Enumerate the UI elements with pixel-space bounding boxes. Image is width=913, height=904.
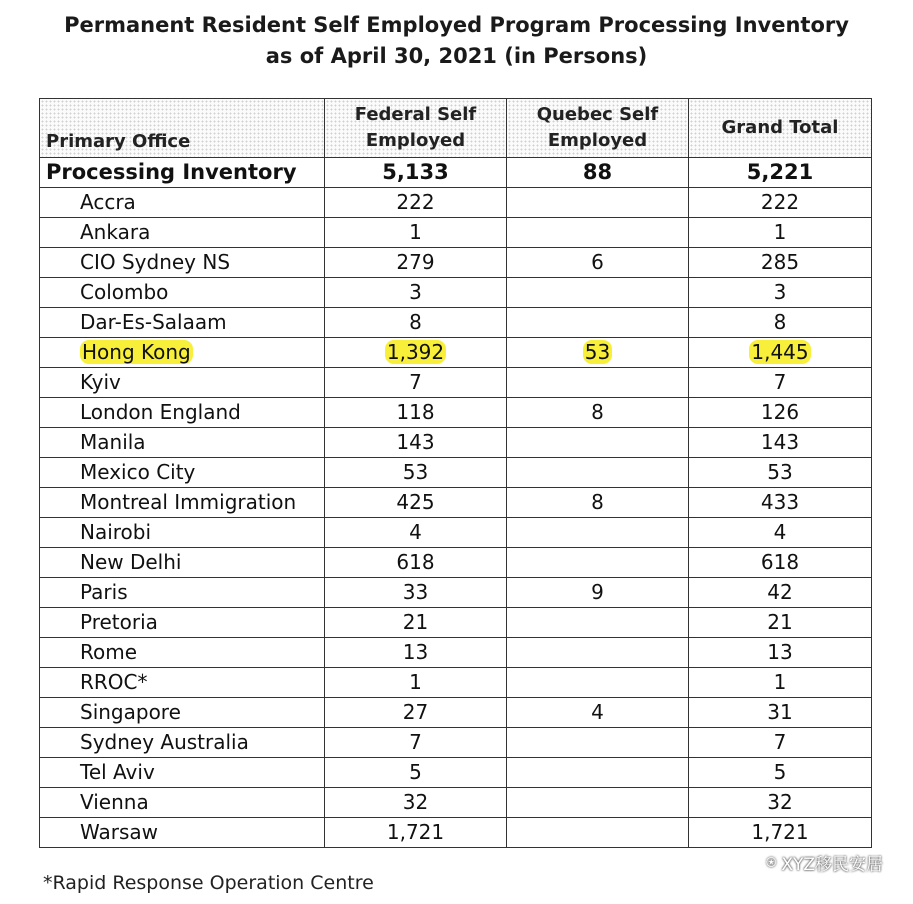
highlight-mark: Hong Kong [82,340,191,364]
federal-cell: 118 [325,398,507,428]
federal-cell: 5 [325,758,507,788]
federal-cell: 21 [325,608,507,638]
office-cell: New Delhi [40,548,325,578]
office-cell: Accra [40,188,325,218]
table-row [40,428,872,458]
federal-cell: 7 [325,368,507,398]
federal-cell [325,338,507,368]
header-primary-office: Primary Office [40,99,325,158]
grand-total-cell: 126 [689,398,872,428]
office-cell: Vienna [40,788,325,818]
quebec-cell: 6 [507,248,689,278]
office-cell: Rome [40,638,325,668]
federal-cell: 1 [325,668,507,698]
title-line-1: Permanent Resident Self Employed Program Processing Inventory [64,13,849,37]
office-cell [40,338,325,368]
federal-cell: 32 [325,788,507,818]
quebec-cell: 8 [507,488,689,518]
quebec-cell [507,338,689,368]
office-cell: Paris [40,578,325,608]
grand-total-cell: 42 [689,578,872,608]
federal-cell: 27 [325,698,507,728]
grand-total-cell: 8 [689,308,872,338]
federal-cell: 1,721 [325,818,507,848]
federal-cell: 33 [325,578,507,608]
title-line-2: as of April 30, 2021 (in Persons) [265,44,648,68]
office-cell: Pretoria [40,608,325,638]
grand-total-cell: 7 [689,728,872,758]
table-row [40,758,872,788]
table-row [40,458,872,488]
grand-total-cell: 21 [689,608,872,638]
federal-cell: 13 [325,638,507,668]
quebec-cell: 4 [507,698,689,728]
office-cell: Colombo [40,278,325,308]
grand-total-cell: 5 [689,758,872,788]
quebec-cell [507,368,689,398]
federal-cell: 4 [325,518,507,548]
header-row [40,99,872,158]
wechat-icon: ⍟ [766,852,777,873]
quebec-cell [507,638,689,668]
office-cell: Warsaw [40,818,325,848]
table-row [40,368,872,398]
quebec-cell [507,818,689,848]
table-row [40,398,872,428]
highlight-mark: 53 [584,340,611,364]
office-cell: CIO Sydney NS [40,248,325,278]
inventory-quebec: 88 [507,158,689,188]
table-row [40,218,872,248]
table-row [40,578,872,608]
quebec-cell [507,278,689,308]
office-cell: Ankara [40,218,325,248]
table-row [40,818,872,848]
grand-total-cell: 285 [689,248,872,278]
federal-cell: 53 [325,458,507,488]
table-row [40,518,872,548]
table-row [40,788,872,818]
grand-total-cell: 7 [689,368,872,398]
table-row [40,188,872,218]
grand-total-cell: 53 [689,458,872,488]
page-title [0,10,913,72]
office-cell: RROC* [40,668,325,698]
table-row [40,548,872,578]
grand-total-cell: 222 [689,188,872,218]
quebec-cell [507,608,689,638]
office-cell: London England [40,398,325,428]
federal-cell: 425 [325,488,507,518]
quebec-cell [507,728,689,758]
office-cell: Manila [40,428,325,458]
grand-total-cell: 618 [689,548,872,578]
quebec-cell [507,758,689,788]
federal-cell: 3 [325,278,507,308]
table-row [40,308,872,338]
grand-total-cell: 13 [689,638,872,668]
header-quebec: Quebec Self Employed [507,99,689,158]
grand-total-cell: 143 [689,428,872,458]
federal-cell: 279 [325,248,507,278]
office-cell: Dar-Es-Salaam [40,308,325,338]
office-cell: Sydney Australia [40,728,325,758]
quebec-cell [507,308,689,338]
quebec-cell [507,548,689,578]
quebec-cell [507,788,689,818]
table-row [40,728,872,758]
watermark-text: XYZ移民安居 [781,855,883,875]
quebec-cell: 9 [507,578,689,608]
highlight-mark: 1,445 [751,340,809,364]
office-cell: Kyiv [40,368,325,398]
grand-total-cell: 1,721 [689,818,872,848]
grand-total-cell: 1 [689,218,872,248]
federal-cell: 222 [325,188,507,218]
grand-total-cell: 3 [689,278,872,308]
office-cell: Nairobi [40,518,325,548]
federal-cell: 8 [325,308,507,338]
grand-total-cell: 31 [689,698,872,728]
highlight-mark: 1,392 [386,340,445,364]
grand-total-cell: 1 [689,668,872,698]
header-federal: Federal Self Employed [325,99,507,158]
watermark [766,850,883,875]
office-cell: Mexico City [40,458,325,488]
federal-cell: 143 [325,428,507,458]
inventory-label: Processing Inventory [40,158,325,188]
table-row [40,668,872,698]
grand-total-cell: 433 [689,488,872,518]
table-row [40,638,872,668]
office-cell: Tel Aviv [40,758,325,788]
table-row [40,278,872,308]
inventory-grand-total: 5,221 [689,158,872,188]
office-cell: Montreal Immigration [40,488,325,518]
inventory-table [39,98,872,848]
grand-total-cell: 32 [689,788,872,818]
federal-cell: 1 [325,218,507,248]
quebec-cell [507,428,689,458]
table-row [40,698,872,728]
table-row [40,248,872,278]
inventory-federal: 5,133 [325,158,507,188]
quebec-cell [507,218,689,248]
table-row [40,338,872,368]
quebec-cell [507,458,689,488]
grand-total-cell [689,338,872,368]
table-row [40,488,872,518]
quebec-cell: 8 [507,398,689,428]
quebec-cell [507,188,689,218]
federal-cell: 7 [325,728,507,758]
footnote: *Rapid Response Operation Centre [43,872,374,894]
header-grand-total: Grand Total [689,99,872,158]
processing-inventory-row [40,158,872,188]
federal-cell: 618 [325,548,507,578]
quebec-cell [507,668,689,698]
grand-total-cell: 4 [689,518,872,548]
quebec-cell [507,518,689,548]
table-row [40,608,872,638]
office-cell: Singapore [40,698,325,728]
